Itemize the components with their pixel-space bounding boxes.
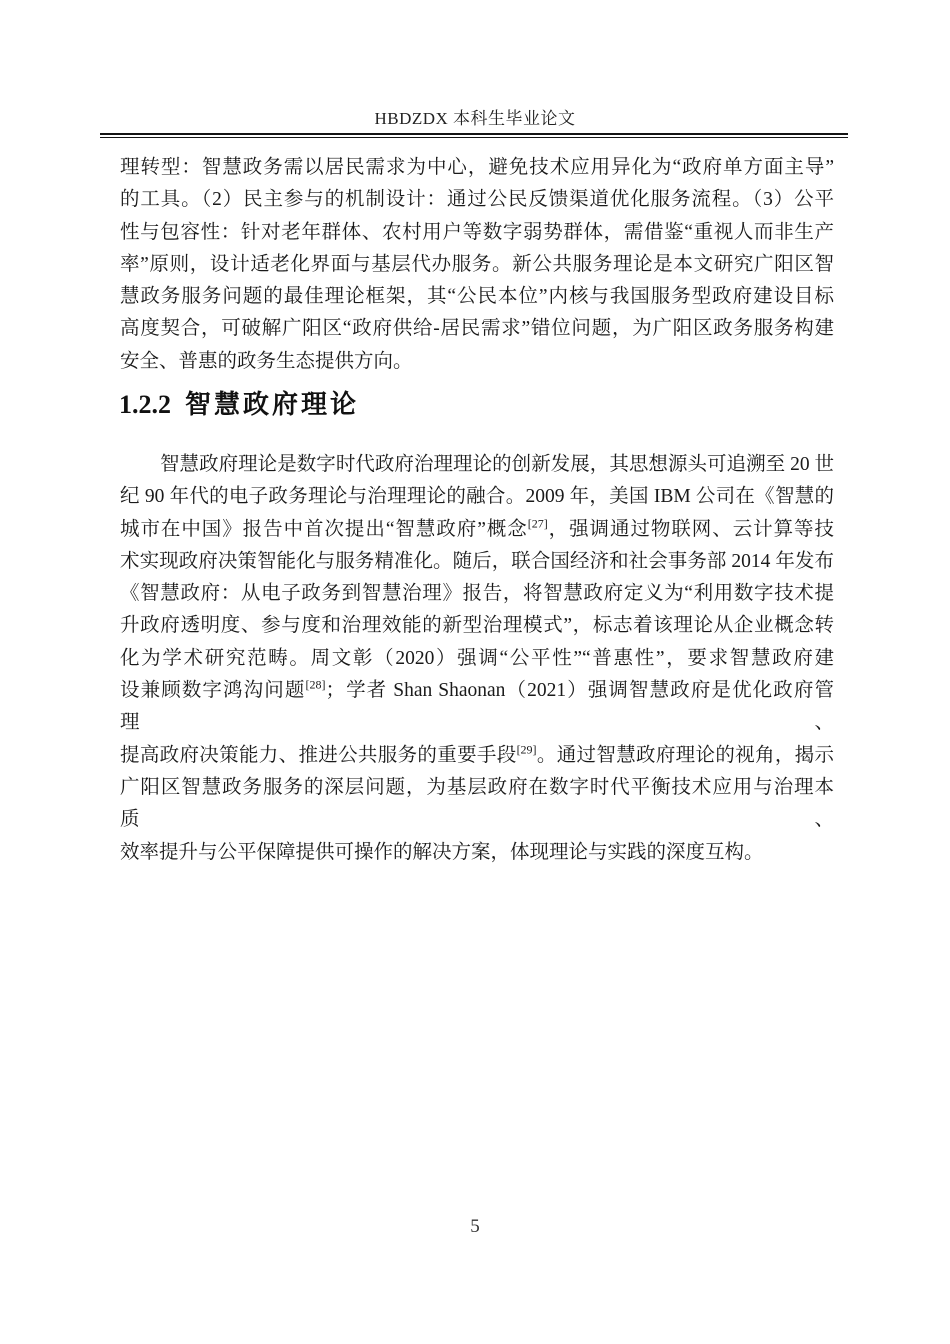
running-header-title: HBDZDX 本科生毕业论文 [374,109,576,128]
text-line [120,514,834,546]
text-segment: 提高政府决策能力、推进公共服务的重要手段 [120,744,517,766]
text-line [120,675,834,740]
text-segment: 率”原则，设计适老化界面与基层代办服务。新公共服务理论是本文研究广阳区智 [120,253,834,275]
text-segment: 智慧政府理论是数字时代政府治理理论的创新发展，其思想源头可追溯至 20 世 [160,454,834,475]
text-line [120,837,834,869]
text-line [120,546,834,578]
text-line [120,481,834,513]
citation-superscript: [28] [305,677,326,692]
text-line [120,281,834,313]
text-segment: 术实现政府决策智能化与服务精准化。随后，联合国经济和社会事务部 2014 年发布 [120,550,834,572]
text-line [120,313,834,345]
text-segment: 广阳区智慧政务服务的深层问题，为基层政府在数字时代平衡技术应用与治理本质、 [120,776,834,831]
text-segment: 升政府透明度、参与度和治理效能的新型治理模式”，标志着该理论从企业概念转 [120,615,834,637]
text-line [120,449,834,481]
text-segment: 《智慧政府：从电子政务到智慧治理》报告，将智慧政府定义为“利用数字技术提 [120,583,834,605]
text-line [120,346,834,378]
paragraph-new-public-service-theory [120,152,834,378]
text-line [120,772,834,837]
text-line [120,152,834,184]
text-line [120,610,834,642]
text-segment: ，强调通过物联网、云计算等技 [547,518,834,540]
text-segment: 效率提升与公平保障提供可操作的解决方案，体现理论与实践的深度互构。 [120,841,764,863]
running-header [0,104,950,129]
citation-superscript: [27] [527,516,548,531]
section-heading-title: 智慧政府理论 [185,390,360,419]
text-segment: 设兼顾数字鸿沟问题 [120,680,306,702]
text-line [120,578,834,610]
text-segment: 化为学术研究范畴。周文彰（2020）强调“公平性”“普惠性”，要求智慧政府建 [120,647,834,669]
section-heading-number: 1.2.2 [119,390,171,419]
text-segment: 慧政务服务问题的最佳理论框架，其“公民本位”内核与我国服务型政府建设目标 [120,286,834,308]
text-line [120,643,834,675]
text-segment: 高度契合，可破解广阳区“政府供给-居民需求”错位问题，为广阳区政务服务构建 [120,318,834,340]
text-segment: ；学者 Shan Shaonan（2021）强调智慧政府是优化政府管理、 [120,680,834,734]
text-line [120,740,834,772]
paragraph-smart-government-theory [120,449,834,869]
text-line [120,249,834,281]
citation-superscript: [29] [516,742,537,757]
text-line [120,217,834,249]
text-line [120,184,834,216]
text-segment: 性与包容性：针对老年群体、农村用户等数字弱势群体，需借鉴“重视人而非生产 [120,221,834,243]
text-segment: 的工具。（2）民主参与的机制设计：通过公民反馈渠道优化服务流程。（3）公平 [120,189,834,211]
section-heading [119,384,359,421]
text-segment: 理转型：智慧政务需以居民需求为中心，避免技术应用异化为“政府单方面主导” [120,157,834,178]
text-segment: 安全、普惠的政务生态提供方向。 [120,350,413,372]
page-number: 5 [470,1216,480,1237]
text-segment: 城市在中国》报告中首次提出“智慧政府”概念 [120,518,528,540]
text-segment: 纪 90 年代的电子政务理论与治理理论的融合。2009 年，美国 IBM 公司在《智慧的 [120,486,834,508]
text-segment: 。通过智慧政府理论的视角，揭示 [536,744,834,766]
header-divider-rule [100,133,848,138]
